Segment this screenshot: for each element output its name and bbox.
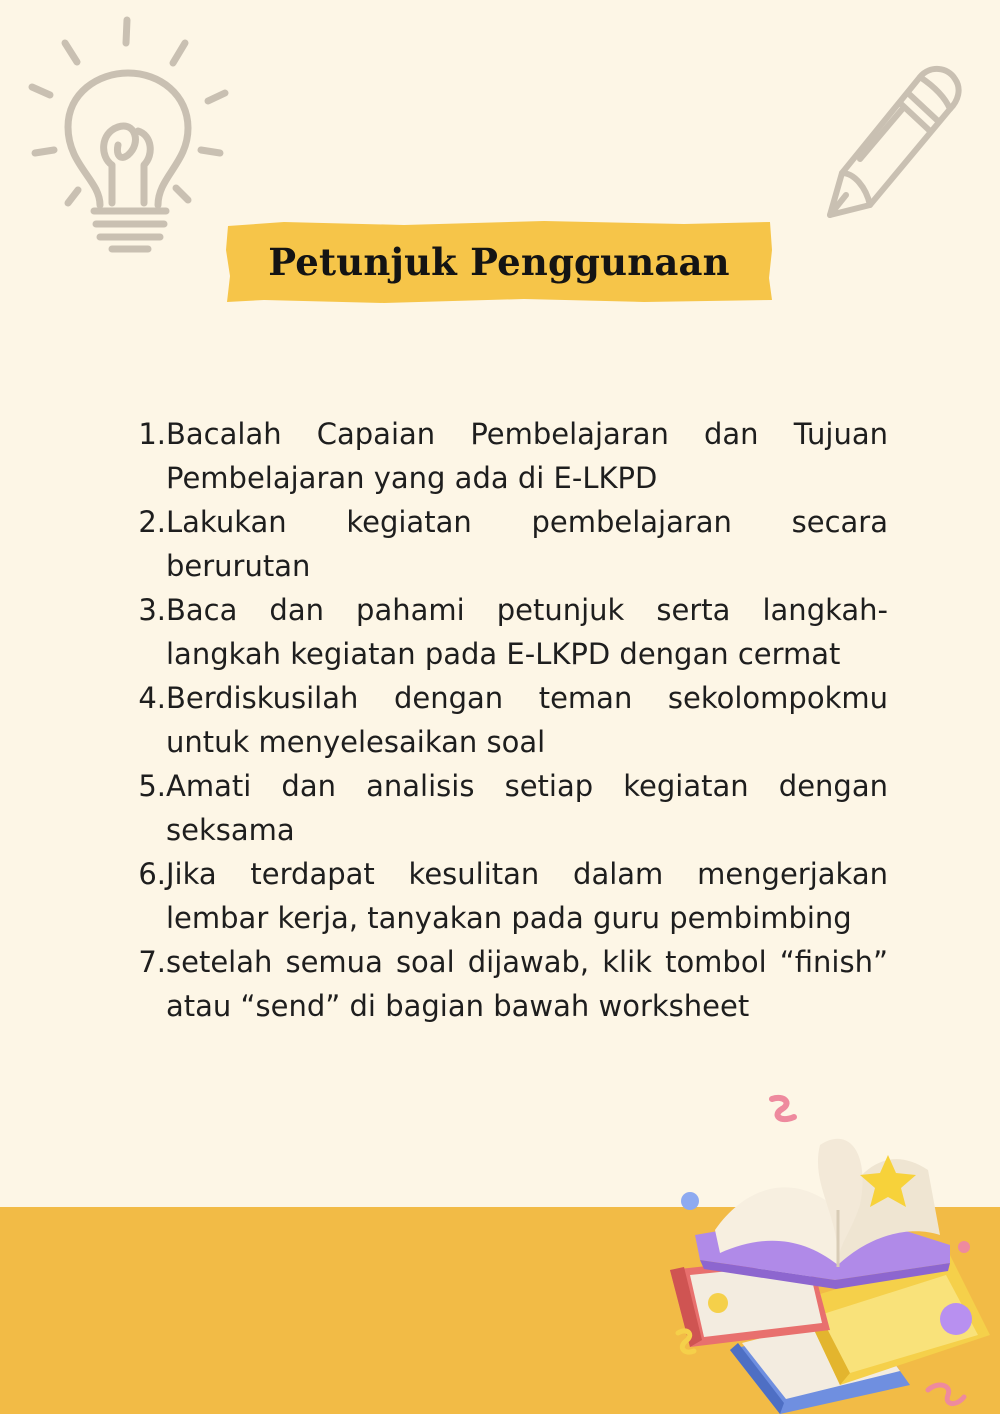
item-text: setelah semua soal dijawab, klik tombol “finish” atau “send” di bagian bawah worksheet <box>166 945 888 1023</box>
item-number: 7. <box>138 945 166 979</box>
item-text: Lakukan kegiatan pembelajaran secara berurutan <box>166 505 888 583</box>
list-item <box>128 852 888 940</box>
item-number: 2. <box>138 505 166 539</box>
item-text: Baca dan pahami petunjuk serta langkah-langkah kegiatan pada E-LKPD dengan cermat <box>166 593 888 671</box>
blue-dot-icon <box>681 1192 699 1210</box>
books-illustration <box>660 1085 1000 1414</box>
page-title: Petunjuk Penggunaan <box>268 240 730 284</box>
item-number: 3. <box>138 593 166 627</box>
item-text: Bacalah Capaian Pembelajaran dan Tujuan Pembelajaran yang ada di E-LKPD <box>166 417 888 495</box>
list-item <box>128 588 888 676</box>
item-number: 5. <box>138 769 166 803</box>
item-text: Jika terdapat kesulitan dalam mengerjakan lembar kerja, tanyakan pada guru pembimbing <box>166 857 888 935</box>
title-banner <box>224 220 774 304</box>
list-item <box>128 412 888 500</box>
pink-dot-icon <box>958 1241 970 1253</box>
item-number: 4. <box>138 681 166 715</box>
item-number: 1. <box>138 417 166 451</box>
list-item <box>128 500 888 588</box>
purple-dot-icon <box>940 1303 972 1335</box>
squiggle-icon <box>772 1098 794 1119</box>
list-item <box>128 940 888 1028</box>
item-number: 6. <box>138 857 166 891</box>
pencil-icon <box>820 55 965 225</box>
list-item <box>128 676 888 764</box>
instructions-list <box>128 412 888 1028</box>
list-item <box>128 764 888 852</box>
yellow-dot-icon <box>708 1293 728 1313</box>
item-text: Amati dan analisis setiap kegiatan dengan seksama <box>166 769 888 847</box>
lightbulb-icon <box>20 15 235 255</box>
item-text: Berdiskusilah dengan teman sekolompokmu untuk menyelesaikan soal <box>166 681 888 759</box>
